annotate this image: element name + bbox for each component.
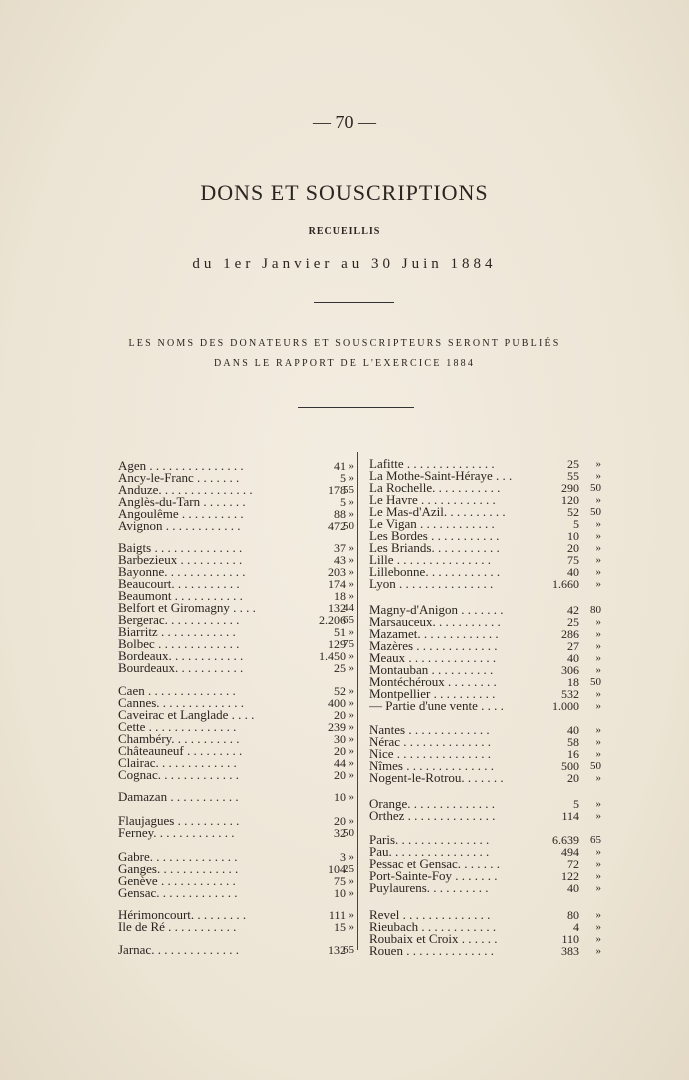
notice-line-2: DANS LE RAPPORT DE L'EXERCICE 1884 — [213, 358, 476, 369]
donor-location: Mazamet. . . . . . . . . . . . . — [369, 627, 499, 641]
donation-cents: » — [595, 628, 601, 640]
donation-amount: 18 — [334, 589, 346, 603]
donor-location: La Rochelle. . . . . . . . . . . — [369, 481, 501, 495]
donation-amount: 88 — [334, 507, 346, 521]
donation-amount: 55 — [567, 469, 579, 483]
donor-location: Anduze. . . . . . . . . . . . . . . — [118, 483, 253, 497]
donation-cents: » — [348, 542, 354, 554]
donor-location: Clairac. . . . . . . . . . . . . — [118, 756, 237, 770]
donor-location: Orthez . . . . . . . . . . . . . . — [369, 809, 496, 823]
donation-amount: 58 — [567, 735, 579, 749]
donation-cents: » — [595, 554, 601, 566]
list-item — [118, 943, 354, 957]
donation-amount: 2.206 — [319, 613, 346, 627]
donation-cents: » — [348, 554, 354, 566]
donor-location: Agen . . . . . . . . . . . . . . . — [118, 459, 244, 473]
donor-location: Port-Sainte-Foy . . . . . . . — [369, 869, 498, 883]
donation-cents: » — [348, 887, 354, 899]
donor-location: Bergerac. . . . . . . . . . . . — [118, 613, 240, 627]
donation-amount: 75 — [334, 874, 346, 888]
donor-location: Pessac et Gensac. . . . . . . — [369, 857, 501, 871]
donor-location: Belfort et Giromagny . . . . — [118, 601, 256, 615]
donation-cents: 50 — [343, 827, 354, 839]
donor-location: Bolbec . . . . . . . . . . . . . — [118, 637, 240, 651]
donation-amount: 494 — [561, 845, 579, 859]
donor-location: Châteauneuf . . . . . . . . . — [118, 744, 243, 758]
donation-cents: » — [348, 650, 354, 662]
donation-cents: » — [348, 472, 354, 484]
donor-location: Marsauceux. . . . . . . . . . . — [369, 615, 501, 629]
donation-cents: 65 — [590, 834, 601, 846]
donor-location: Beaumont . . . . . . . . . . . — [118, 589, 243, 603]
donation-cents: » — [595, 933, 601, 945]
list-item — [118, 661, 354, 675]
donor-location: Caen . . . . . . . . . . . . . . — [118, 684, 236, 698]
donor-location: Anglès-du-Tarn . . . . . . . — [118, 495, 246, 509]
donor-location: Le Havre . . . . . . . . . . . . — [369, 493, 496, 507]
donation-cents: » — [348, 721, 354, 733]
donor-location: Cette . . . . . . . . . . . . . . — [118, 720, 237, 734]
donation-cents: 55 — [343, 484, 354, 496]
donor-location: Lafitte . . . . . . . . . . . . . . — [369, 457, 495, 471]
page-title: DONS ET SOUSCRIPTIONS — [200, 180, 489, 205]
donation-cents: » — [348, 815, 354, 827]
donation-cents: » — [595, 798, 601, 810]
donation-cents: 50 — [590, 482, 601, 494]
donor-location: Avignon . . . . . . . . . . . . — [118, 519, 241, 533]
donation-cents: 25 — [343, 863, 354, 875]
donation-amount: 3 — [340, 850, 346, 864]
donation-amount: 27 — [567, 639, 579, 653]
list-item — [118, 826, 354, 840]
donor-location: Montauban . . . . . . . . . . — [369, 663, 494, 677]
donation-cents: » — [595, 458, 601, 470]
donation-cents: » — [595, 921, 601, 933]
donation-amount: 120 — [561, 493, 579, 507]
donation-amount: 1.660 — [552, 577, 579, 591]
donation-cents: » — [348, 626, 354, 638]
donation-cents: » — [348, 709, 354, 721]
donation-amount: 10 — [567, 529, 579, 543]
donation-amount: 16 — [567, 747, 579, 761]
donation-amount: 80 — [567, 908, 579, 922]
list-item — [118, 920, 354, 934]
donation-cents: 65 — [343, 944, 354, 956]
donation-amount: 472 — [328, 519, 346, 533]
list-item — [118, 886, 354, 900]
donation-amount: 20 — [567, 541, 579, 555]
page-number: — 70 — — [313, 112, 376, 132]
donation-cents: » — [348, 566, 354, 578]
donation-cents: 75 — [343, 638, 354, 650]
period-line: du 1er Janvier au 30 Juin 1884 — [192, 256, 497, 272]
donor-location: Rouen . . . . . . . . . . . . . . — [369, 944, 494, 958]
donor-location: Puylaurens. . . . . . . . . . — [369, 881, 489, 895]
donation-cents: » — [348, 697, 354, 709]
list-item — [369, 577, 601, 591]
donation-cents: » — [348, 578, 354, 590]
donation-cents: » — [348, 745, 354, 757]
donor-location: Beaucourt. . . . . . . . . . . — [118, 577, 240, 591]
donor-location: Flaujagues . . . . . . . . . . — [118, 814, 240, 828]
list-item — [369, 809, 601, 823]
donation-amount: 306 — [561, 663, 579, 677]
list-item — [369, 881, 601, 895]
donation-cents: » — [595, 640, 601, 652]
column-separator — [357, 452, 358, 950]
donation-cents: » — [595, 700, 601, 712]
donor-location: Nice . . . . . . . . . . . . . . . — [369, 747, 492, 761]
divider-top — [314, 302, 394, 303]
donation-cents: » — [348, 851, 354, 863]
donation-amount: 174 — [328, 577, 346, 591]
donation-amount: 32 — [334, 826, 346, 840]
donation-amount: 110 — [561, 932, 579, 946]
donation-cents: » — [595, 748, 601, 760]
subtitle: RECUEILLIS — [308, 226, 381, 237]
donor-location: Cognac. . . . . . . . . . . . . — [118, 768, 239, 782]
donor-location: Bordeaux. . . . . . . . . . . . — [118, 649, 244, 663]
donor-location: Angoulême . . . . . . . . . . — [118, 507, 244, 521]
donor-location: Lille . . . . . . . . . . . . . . . — [369, 553, 492, 567]
donation-cents: » — [348, 791, 354, 803]
donor-location: Mazères . . . . . . . . . . . . . — [369, 639, 498, 653]
donation-cents: » — [348, 875, 354, 887]
donation-cents: » — [595, 736, 601, 748]
donor-location: Bourdeaux. . . . . . . . . . . — [118, 661, 244, 675]
donor-location: Pau. . . . . . . . . . . . . . . . — [369, 845, 490, 859]
donation-amount: 532 — [561, 687, 579, 701]
donor-location: Nogent-le-Rotrou. . . . . . . — [369, 771, 504, 785]
donation-amount: 6.639 — [552, 833, 579, 847]
donation-amount: 18 — [567, 675, 579, 689]
donor-location: Nérac . . . . . . . . . . . . . . — [369, 735, 492, 749]
donation-amount: 52 — [334, 684, 346, 698]
donation-amount: 40 — [567, 651, 579, 665]
donation-amount: 40 — [567, 565, 579, 579]
donor-location: Chambéry. . . . . . . . . . . — [118, 732, 240, 746]
donor-location: Montéchéroux . . . . . . . . — [369, 675, 497, 689]
donor-location: — Partie d'une vente . . . . — [369, 699, 504, 713]
donation-amount: 72 — [567, 857, 579, 871]
donation-cents: 50 — [590, 506, 601, 518]
donor-location: Jarnac. . . . . . . . . . . . . . — [118, 943, 239, 957]
donor-location: Les Bordes . . . . . . . . . . . — [369, 529, 500, 543]
donor-location: Lyon . . . . . . . . . . . . . . . — [369, 577, 494, 591]
donation-amount: 132 — [328, 943, 346, 957]
donation-amount: 25 — [567, 615, 579, 629]
donation-cents: » — [595, 616, 601, 628]
donor-location: Roubaix et Croix . . . . . . — [369, 932, 498, 946]
donation-cents: » — [595, 688, 601, 700]
donation-amount: 286 — [561, 627, 579, 641]
donor-location: Hérimoncourt. . . . . . . . . — [118, 908, 247, 922]
donation-cents: » — [348, 909, 354, 921]
list-item — [118, 768, 354, 782]
donation-amount: 111 — [328, 908, 346, 922]
donor-location: Ganges. . . . . . . . . . . . . — [118, 862, 239, 876]
donor-location: Meaux . . . . . . . . . . . . . . — [369, 651, 497, 665]
donor-location: Nantes . . . . . . . . . . . . . — [369, 723, 490, 737]
donor-location: Damazan . . . . . . . . . . . — [118, 790, 239, 804]
donor-location: Biarritz . . . . . . . . . . . . — [118, 625, 236, 639]
donation-cents: » — [595, 846, 601, 858]
donation-cents: » — [595, 530, 601, 542]
donation-amount: 239 — [328, 720, 346, 734]
donation-cents: » — [595, 909, 601, 921]
donation-cents: » — [595, 858, 601, 870]
donor-location: Ile de Ré . . . . . . . . . . . — [118, 920, 237, 934]
donation-cents: » — [595, 470, 601, 482]
donor-location: Ferney. . . . . . . . . . . . . — [118, 826, 235, 840]
donation-amount: 52 — [567, 505, 579, 519]
donation-cents: » — [595, 724, 601, 736]
donation-cents: » — [595, 810, 601, 822]
donor-location: Paris. . . . . . . . . . . . . . . — [369, 833, 490, 847]
donor-location: Orange. . . . . . . . . . . . . . — [369, 797, 496, 811]
donation-amount: 15 — [334, 920, 346, 934]
donor-location: Cannes. . . . . . . . . . . . . . — [118, 696, 245, 710]
donation-amount: 30 — [334, 732, 346, 746]
donation-amount: 41 — [334, 459, 346, 473]
donation-cents: » — [348, 733, 354, 745]
donor-location: Gensac. . . . . . . . . . . . . — [118, 886, 238, 900]
donation-cents: » — [595, 664, 601, 676]
donation-amount: 75 — [567, 553, 579, 567]
donation-cents: 50 — [590, 676, 601, 688]
donor-location: Bayonne. . . . . . . . . . . . . — [118, 565, 246, 579]
donation-amount: 20 — [334, 708, 346, 722]
donation-amount: 290 — [561, 481, 579, 495]
donor-location: Les Briands. . . . . . . . . . . — [369, 541, 500, 555]
donation-amount: 5 — [340, 495, 346, 509]
donation-cents: » — [348, 662, 354, 674]
donation-cents: » — [595, 882, 601, 894]
donation-cents: » — [348, 769, 354, 781]
donor-location: Revel . . . . . . . . . . . . . . — [369, 908, 491, 922]
donation-cents: » — [348, 757, 354, 769]
donation-amount: 122 — [561, 869, 579, 883]
donation-amount: 400 — [328, 696, 346, 710]
donation-amount: 129 — [328, 637, 346, 651]
donation-amount: 4 — [573, 920, 579, 934]
donor-location: Montpellier . . . . . . . . . . — [369, 687, 496, 701]
donation-cents: » — [595, 518, 601, 530]
donation-amount: 1.450 — [319, 649, 346, 663]
donation-cents: » — [595, 542, 601, 554]
donation-cents: 50 — [343, 520, 354, 532]
list-item — [369, 771, 601, 785]
donation-amount: 10 — [334, 790, 346, 804]
donation-cents: » — [595, 494, 601, 506]
donation-amount: 5 — [573, 797, 579, 811]
donation-amount: 20 — [334, 814, 346, 828]
donation-amount: 1.000 — [552, 699, 579, 713]
donor-location: Le Vigan . . . . . . . . . . . . — [369, 517, 495, 531]
donation-amount: 500 — [561, 759, 579, 773]
donation-cents: » — [348, 921, 354, 933]
list-item — [369, 699, 601, 713]
donation-cents: » — [348, 460, 354, 472]
donation-amount: 51 — [334, 625, 346, 639]
donation-amount: 25 — [567, 457, 579, 471]
donation-amount: 20 — [334, 768, 346, 782]
donor-location: Magny-d'Anigon . . . . . . . — [369, 603, 504, 617]
donation-cents: » — [595, 772, 601, 784]
donor-location: Le Mas-d'Azil. . . . . . . . . . — [369, 505, 506, 519]
donation-amount: 20 — [567, 771, 579, 785]
donor-location: Lillebonne. . . . . . . . . . . . — [369, 565, 501, 579]
donation-amount: 203 — [328, 565, 346, 579]
donor-location: Baigts . . . . . . . . . . . . . . — [118, 541, 243, 555]
notice-line-1: LES NOMS DES DONATEURS ET SOUSCRIPTEURS SERONT PUBLIÉS — [128, 338, 561, 349]
donor-location: Genève . . . . . . . . . . . . — [118, 874, 236, 888]
donor-location: Barbezieux . . . . . . . . . . — [118, 553, 243, 567]
list-item — [118, 790, 354, 804]
donation-amount: 25 — [334, 661, 346, 675]
donation-cents: » — [348, 590, 354, 602]
donor-location: Rieubach . . . . . . . . . . . . — [369, 920, 497, 934]
list-item — [118, 519, 354, 533]
donation-amount: 104 — [328, 862, 346, 876]
donor-location: Nîmes . . . . . . . . . . . . . . — [369, 759, 494, 773]
donation-amount: 5 — [340, 471, 346, 485]
donation-amount: 5 — [573, 517, 579, 531]
donor-location: Gabre. . . . . . . . . . . . . . — [118, 850, 238, 864]
donation-cents: » — [595, 945, 601, 957]
donation-amount: 43 — [334, 553, 346, 567]
donation-amount: 178 — [328, 483, 346, 497]
donation-amount: 132 — [328, 601, 346, 615]
donation-cents: » — [595, 566, 601, 578]
donation-amount: 114 — [561, 809, 579, 823]
divider-bottom — [298, 407, 414, 408]
donor-location: Caveirac et Langlade . . . . — [118, 708, 255, 722]
list-item — [369, 944, 601, 958]
donation-cents: » — [595, 870, 601, 882]
donor-location: Ancy-le-Franc . . . . . . . — [118, 471, 240, 485]
donation-amount: 44 — [334, 756, 346, 770]
donation-amount: 10 — [334, 886, 346, 900]
donation-cents: » — [595, 652, 601, 664]
donation-amount: 40 — [567, 881, 579, 895]
donation-cents: 65 — [343, 614, 354, 626]
donation-cents: » — [348, 496, 354, 508]
donation-amount: 20 — [334, 744, 346, 758]
donor-location: La Mothe-Saint-Héraye . . . — [369, 469, 513, 483]
donation-amount: 383 — [561, 944, 579, 958]
donation-cents: 44 — [343, 602, 354, 614]
donation-cents: » — [595, 578, 601, 590]
donation-cents: 80 — [590, 604, 601, 616]
donation-amount: 42 — [567, 603, 579, 617]
donation-cents: » — [348, 685, 354, 697]
donation-amount: 40 — [567, 723, 579, 737]
donation-cents: » — [348, 508, 354, 520]
donation-amount: 37 — [334, 541, 346, 555]
donation-cents: 50 — [590, 760, 601, 772]
